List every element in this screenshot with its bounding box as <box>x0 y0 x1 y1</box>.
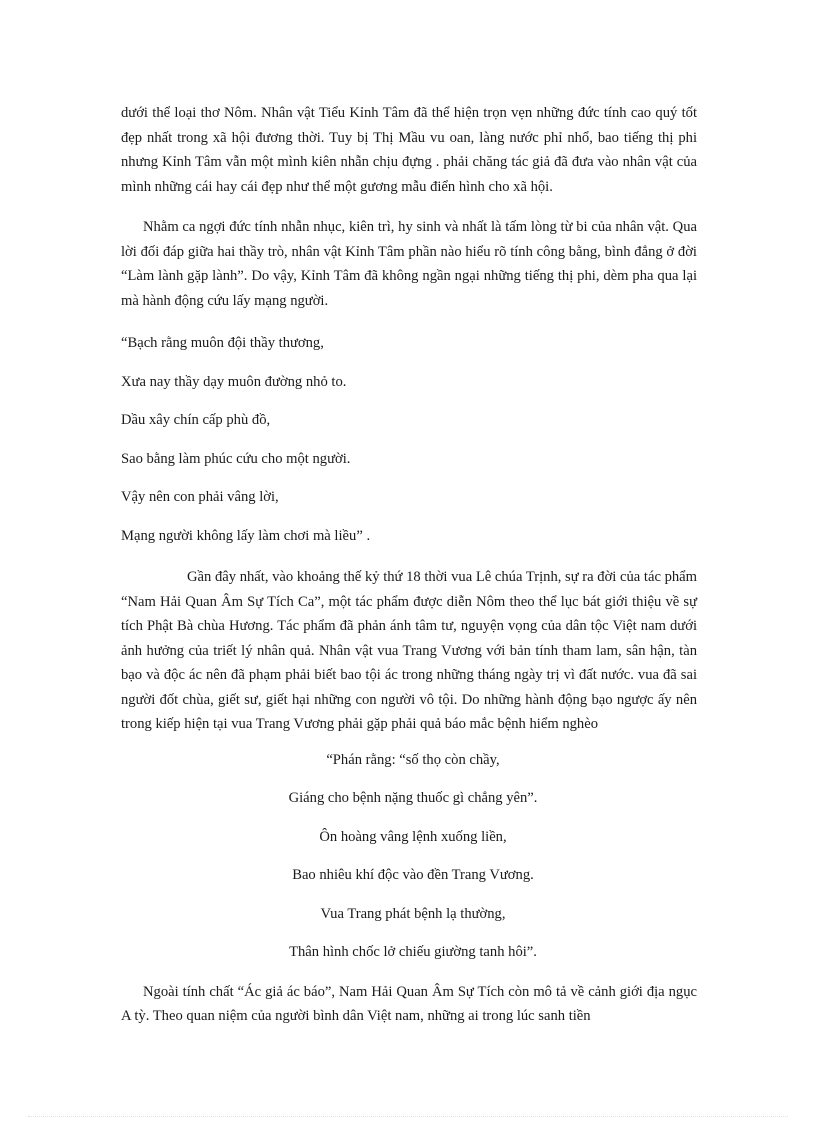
verse-line: Thân hình chốc lở chiếu giường tanh hôi”. <box>289 944 537 960</box>
paragraph-praise-virtue: Nhằm ca ngợi đức tính nhẫn nhục, kiên trì, hy sinh và nhất là tấm lòng từ bi của nhân vật. Qua lời đối đáp giữa hai thầy trò, nhân vật Kỉnh Tâm phần nào hiểu rõ tính công bằng, bình đẳng ở đời “Làm lành gặp lành”. Do vậy, Kỉnh Tâm đã không ngần ngại những tiếng thị phi, dèm pha qua lại mà hành động cứu lấy mạng người. <box>121 219 697 309</box>
verse-block-trang-vuong <box>121 748 697 965</box>
verse-line: Vậy nên con phải vâng lời, <box>121 489 279 505</box>
verse-line: Giáng cho bệnh nặng thuốc gì chẳng yên”. <box>288 790 538 806</box>
verse-line: Dầu xây chín cấp phù đồ, <box>121 412 271 428</box>
verse-line: Ôn hoàng vâng lệnh xuống liền, <box>319 828 507 845</box>
page-bottom-divider <box>28 1116 788 1117</box>
document-body <box>121 101 697 1029</box>
verse-line: Vua Trang phát bệnh lạ thường, <box>320 905 506 922</box>
paragraph-nam-hai-quan-am: Gần đây nhất, vào khoảng thế kỷ thứ 18 thời vua Lê chúa Trịnh, sự ra đời của tác phẩm “Nam Hải Quan Âm Sự Tích Ca”, một tác phẩm được diễn Nôm theo thể lục bát giới thiệu về sự tích Phật Bà chùa Hương. Tác phẩm đã phản ánh tâm tư, nguyện vọng của dân tộc Việt nam dưới ảnh hưởng của triết lý nhân quả. Nhân vật vua Trang Vương với bản tính tham lam, sân hận, tàn bạo và độc ác nên đã phạm phải biết bao tội ác trong những tháng ngày trị vì đất nước. vua đã sai người đốt chùa, giết sư, giết hại những con người vô tội. Do những hành động bạo ngược ấy nên trong kiếp hiện tại vua Trang Vương phải gặp phải quả báo mắc bệnh hiểm nghèo <box>121 569 697 732</box>
verse-line: “Bạch rằng muôn đội thầy thương, <box>121 335 324 351</box>
verse-line: Sao bằng làm phúc cứu cho một người. <box>121 450 351 467</box>
verse-line: “Phán rằng: “số thọ còn chầy, <box>326 751 500 768</box>
verse-line: Bao nhiêu khí độc vào đền Trang Vương. <box>292 867 534 883</box>
verse-line: Xưa nay thầy dạy muôn đường nhỏ to. <box>121 373 347 390</box>
verse-line: Mạng người không lấy làm chơi mà liều” . <box>121 527 371 544</box>
verse-block-kinh-tam <box>121 331 697 548</box>
paragraph-hell-realm: Ngoài tính chất “Ác giả ác báo”, Nam Hải Quan Âm Sự Tích còn mô tả về cảnh giới địa ngục A tỳ. Theo quan niệm của người bình dân Việt nam, những ai trong lúc sanh tiền <box>121 983 697 1024</box>
paragraph-kinh-tam: dưới thể loại thơ Nôm. Nhân vật Tiểu Kỉnh Tâm đã thể hiện trọn vẹn những đức tính cao quý tốt đẹp nhất trong xã hội đương thời. Tuy bị Thị Mầu vu oan, làng nước phỉ nhổ, bao tiếng thị phi nhưng Kỉnh Tâm vẫn một mình kiên nhẫn chịu đựng . phải chăng tác giả đã đưa vào nhân vật của mình những cái hay cái đẹp như thể một gương mẫu điển hình cho xã hội. <box>121 105 697 195</box>
